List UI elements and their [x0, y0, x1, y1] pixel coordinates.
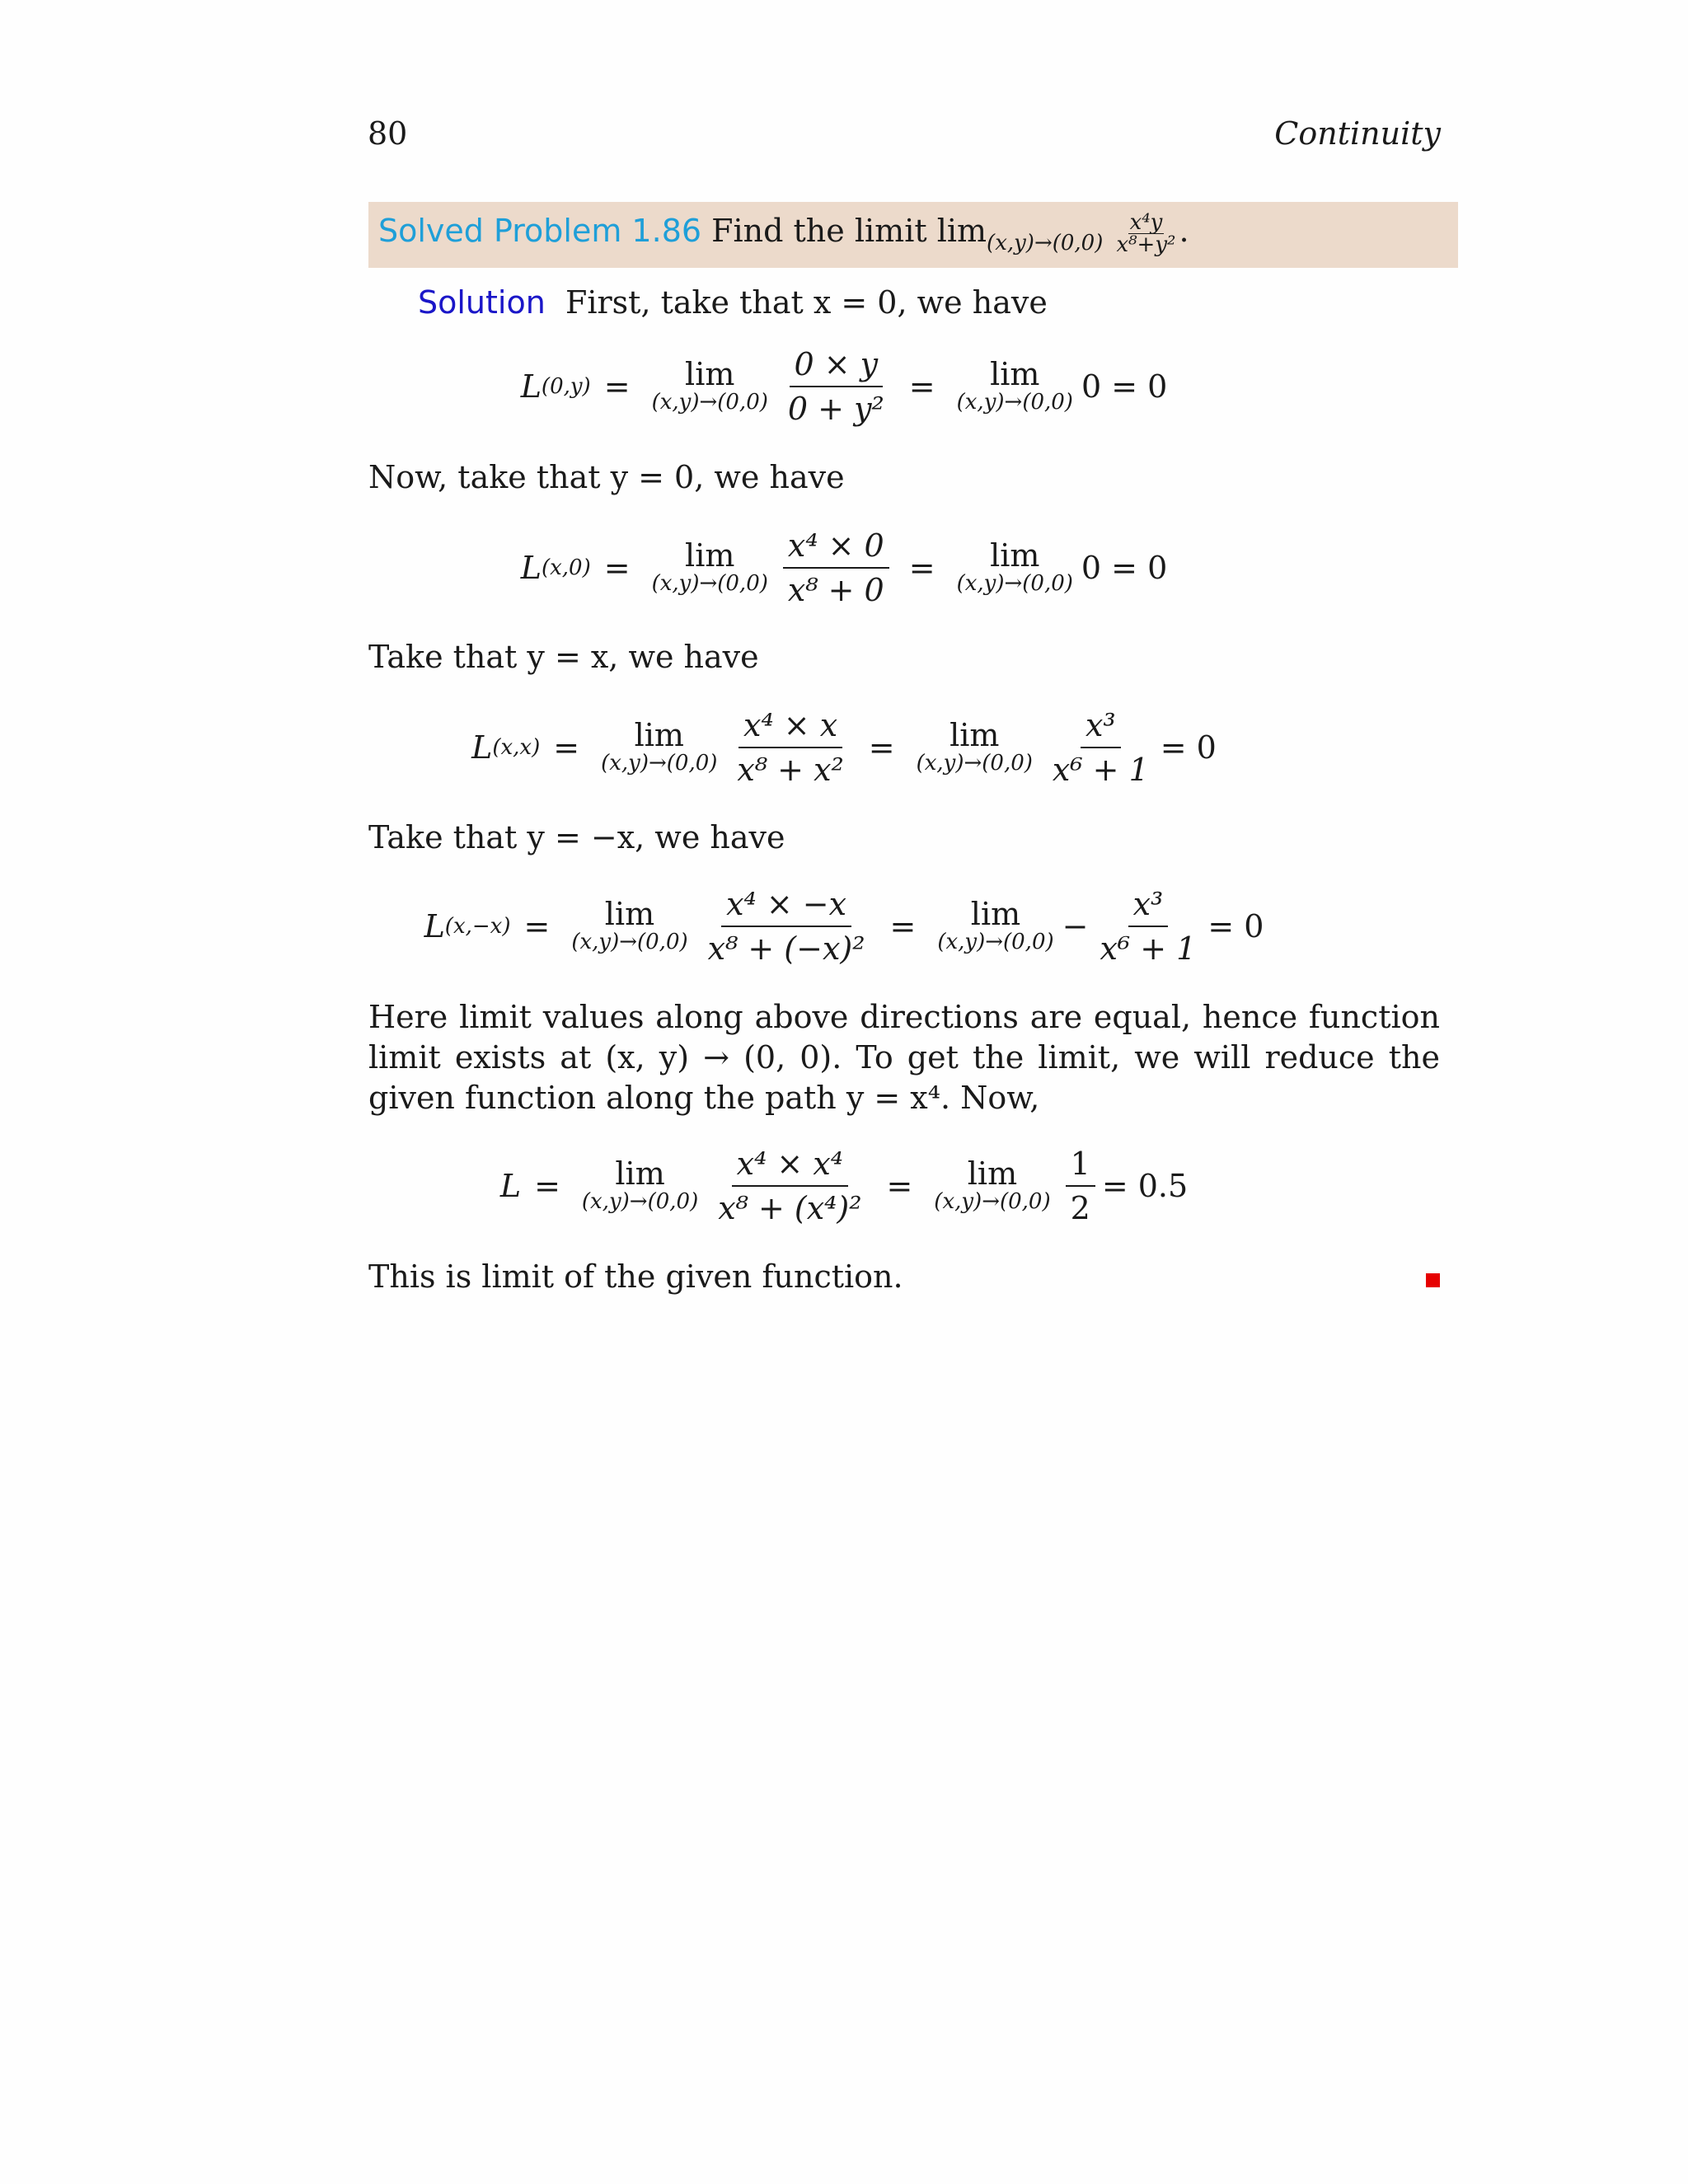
- eq5-tail: = 0.5: [1101, 1168, 1189, 1204]
- eq2-lhs: L: [520, 550, 542, 586]
- problem-frac-den: x⁸+y²: [1116, 232, 1176, 257]
- problem-frac-num: x⁴y: [1129, 210, 1163, 235]
- eq3-limit-2: lim (x,y)→(0,0): [916, 717, 1033, 776]
- solution-label: Solution: [418, 284, 546, 321]
- qed-square-icon: [1426, 1273, 1440, 1287]
- eq4-neg: −: [1062, 908, 1089, 944]
- eq5-limit: lim (x,y)→(0,0): [581, 1155, 699, 1214]
- solution-line-2: Now, take that y = 0, we have: [368, 459, 845, 495]
- eq1-lhs: L: [520, 368, 542, 405]
- solution-line-3: Take that y = x, we have: [368, 639, 759, 675]
- equation-5: L = lim (x,y)→(0,0) $\frac{\text{x⁴ × x⁴}}{\text{x⁸ + (x⁴)²}}$ = lim (x,y)→(0,0) $\frac{1}{2}$ = 0.5: [499, 1146, 1189, 1226]
- solution-text-1: First, take that x = 0, we have: [565, 284, 1048, 321]
- equation-1: L (0,y) = lim (x,y)→(0,0) $\frac{0 \times y}{\text{0 + y²}}$ = lim (x,y)→(0,0) 0 = 0: [520, 346, 1168, 427]
- eq5-fraction: $\frac{\text{x⁴ × x⁴}}{\text{x⁸ + (x⁴)²}}$: [718, 1146, 862, 1226]
- eq4-lhs-sub: (x,−x): [444, 914, 511, 939]
- eq5-limit-2: lim (x,y)→(0,0): [934, 1155, 1051, 1214]
- equation-4: L (x,−x) = lim (x,y)→(0,0) $\frac{\text{x⁴ × −x}}{\text{x⁸ + (−x)²}}$ = lim (x,y)→(0,0) − $\frac{\text{x³}}{\text{x⁶ + 1}}$ = 0: [424, 886, 1264, 967]
- eq3-lhs: L: [471, 729, 493, 766]
- solution-conclusion: This is limit of the given function.: [368, 1258, 903, 1295]
- solution-line-4: Take that y = −x, we have: [368, 819, 785, 855]
- eq4-fraction-2: $\frac{\text{x³}}{\text{x⁶ + 1}}$: [1100, 886, 1197, 967]
- eq1-lhs-sub: (0,y): [541, 374, 591, 399]
- eq4-limit: lim (x,y)→(0,0): [571, 896, 688, 954]
- running-title: Continuity: [1274, 115, 1441, 152]
- eq2-tail: 0 = 0: [1081, 550, 1168, 586]
- eq5-fraction-2: $\frac{1}{2}$: [1066, 1146, 1095, 1226]
- equation-3: L (x,x) = lim (x,y)→(0,0) $\frac{\text{x⁴ × x}}{\text{x⁸ + x²}}$ = lim (x,y)→(0,0) $\frac{\text{x³}}{\text{x⁶ + 1}}$ = 0: [471, 707, 1217, 788]
- problem-box: [368, 202, 1458, 268]
- solution-paragraph: Here limit values along above directions are equal, hence function limit exists at (x, y) → (0, 0). To get the limit, we will reduce the given function along the path y = x⁴. Now,: [368, 999, 1440, 1116]
- eq3-fraction: $\frac{\text{x⁴ × x}}{\text{x⁸ + x²}}$: [737, 707, 844, 788]
- problem-limit-sub: (x,y)→(0,0): [987, 231, 1104, 255]
- eq4-lhs: L: [424, 908, 445, 944]
- eq2-lhs-sub: (x,0): [541, 555, 591, 580]
- eq2-limit: lim (x,y)→(0,0): [651, 537, 768, 596]
- eq2-fraction: $\frac{\text{x⁴ × 0}}{\text{x⁸ + 0}}$: [783, 527, 889, 608]
- eq3-tail: = 0: [1160, 729, 1217, 766]
- eq2-limit-2: lim (x,y)→(0,0): [956, 537, 1073, 596]
- problem-label: Solved Problem 1.86: [378, 213, 702, 249]
- eq3-fraction-2: $\frac{\text{x³}}{\text{x⁶ + 1}}$: [1052, 707, 1149, 788]
- problem-statement: Find the limit lim: [711, 213, 987, 249]
- eq3-limit: lim (x,y)→(0,0): [601, 717, 718, 776]
- eq1-tail: 0 = 0: [1081, 368, 1168, 405]
- eq1-fraction: $\frac{0 \times y}{\text{0 + y²}}$: [787, 346, 884, 427]
- eq4-fraction: $\frac{\text{x⁴ × −x}}{\text{x⁸ + (−x)²}}$: [707, 886, 865, 967]
- page-number: 80: [368, 115, 408, 152]
- eq5-lhs: L: [499, 1168, 522, 1204]
- eq1-limit: lim (x,y)→(0,0): [651, 356, 768, 415]
- eq4-limit-2: lim (x,y)→(0,0): [937, 896, 1054, 954]
- problem-end: .: [1179, 213, 1189, 249]
- solution-line-1: [418, 283, 1048, 323]
- eq4-tail: = 0: [1207, 908, 1264, 944]
- equation-2: L (x,0) = lim (x,y)→(0,0) $\frac{\text{x⁴ × 0}}{\text{x⁸ + 0}}$ = lim (x,y)→(0,0) 0 = 0: [520, 527, 1168, 608]
- eq1-limit-2: lim (x,y)→(0,0): [956, 356, 1073, 415]
- problem-fraction: [1114, 212, 1177, 255]
- eq3-lhs-sub: (x,x): [492, 735, 541, 760]
